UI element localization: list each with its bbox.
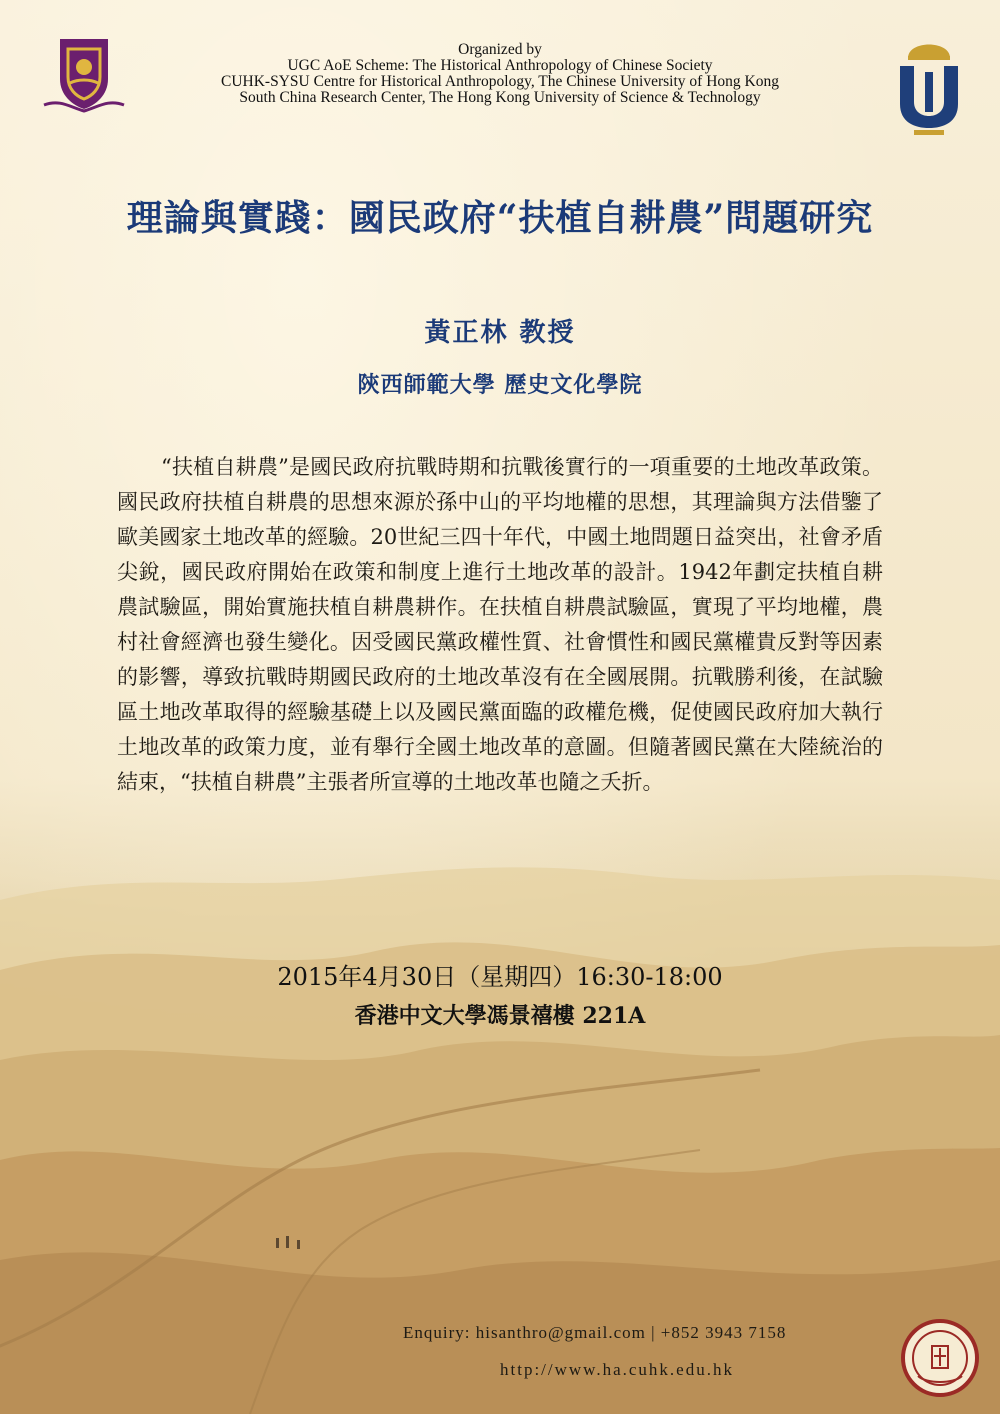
organizer-line: South China Research Center, The Hong Kong University of Science & Technology	[239, 89, 761, 106]
organizer-line: UGC AoE Scheme: The Historical Anthropology of Chinese Society	[287, 57, 713, 74]
cuhk-crest-icon	[40, 35, 128, 113]
hkust-logo-icon	[894, 32, 964, 136]
lecture-title: 理論與實踐：國民政府“扶植自耕農”問題研究	[126, 197, 874, 239]
website-link[interactable]: http://www.ha.cuhk.edu.hk	[500, 1360, 734, 1379]
enquiry-contact: Enquiry: hisanthro@gmail.com | +852 3943 7158	[403, 1323, 787, 1342]
organizers-header	[150, 42, 850, 106]
organizer-line: CUHK-SYSU Centre for Historical Anthropology, The Chinese University of Hong Kong	[221, 73, 779, 90]
abstract-text: “扶植自耕農”是國民政府抗戰時期和抗戰後實行的一項重要的土地改革政策。國民政府扶植自耕農的思想來源於孫中山的平均地權的思想，其理論與方法借鑒了歐美國家土地改革的經驗。20世紀三四十年代，中國土地問題日益突出，社會矛盾尖銳，國民政府開始在政策和制度上進行土地改革的設計。1942年劃定扶植自耕農試驗區，開始實施扶植自耕農耕作。在扶植自耕農試驗區，實現了平均地權，農村社會經濟也發生變化。因受國民黨政權性質、社會慣性和國民黨權貴反對等因素的影響，導致抗戰時期國民政府的土地改革沒有在全國展開。抗戰勝利後，在試驗區土地改革取得的經驗基礎上以及國民黨面臨的政權危機，促使國民政府加大執行土地改革的政策力度，並有舉行全國土地改革的意圖。但隨著國民黨在大陸統治的結束，“扶植自耕農”主張者所宣導的土地改革也隨之夭折。	[117, 455, 883, 794]
historical-anthropology-seal-icon	[900, 1318, 980, 1398]
speaker-name: 黃正林 教授	[424, 318, 576, 348]
speaker-affiliation: 陝西師範大學 歷史文化學院	[357, 372, 643, 398]
organized-by-label: Organized by	[458, 41, 542, 58]
event-datetime: 2015年4月30日（星期四）16:30-18:00	[277, 963, 723, 991]
event-venue: 香港中文大學馮景禧樓 221A	[354, 1003, 646, 1029]
